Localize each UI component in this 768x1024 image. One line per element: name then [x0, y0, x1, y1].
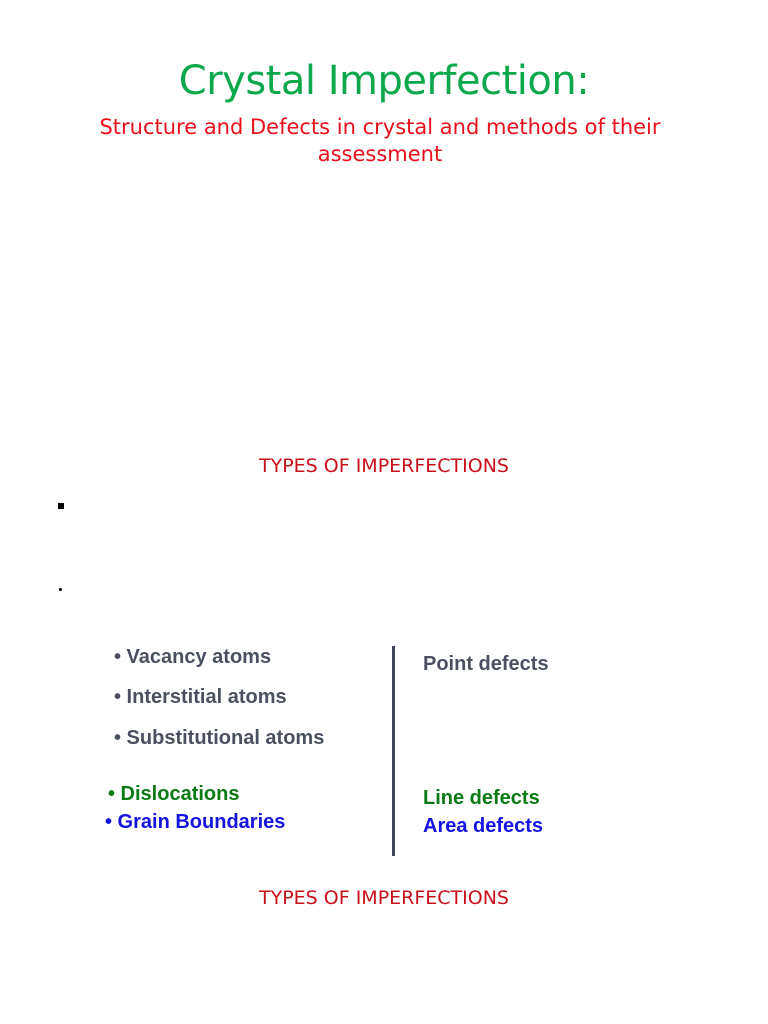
divider-line: [392, 646, 395, 856]
list-item-vacancy: • Vacancy atoms: [114, 646, 272, 668]
page-subtitle: Structure and Defects in crystal and methods of their assessment: [99, 115, 661, 166]
page-title: Crystal Imperfection:: [178, 58, 590, 104]
square-bullet-icon: [58, 503, 64, 509]
dot-bullet-icon: [59, 588, 62, 591]
label-point-defects: Point defects: [423, 653, 549, 675]
label-line-defects: Line defects: [423, 787, 540, 809]
list-item-grain-boundaries: • Grain Boundaries: [105, 811, 286, 833]
section-heading-types-repeat: TYPES OF IMPERFECTIONS: [259, 887, 509, 909]
list-item-interstitial: • Interstitial atoms: [114, 686, 287, 708]
section-heading-types: TYPES OF IMPERFECTIONS: [259, 455, 509, 477]
list-item-dislocations: • Dislocations: [108, 783, 240, 805]
label-area-defects: Area defects: [423, 815, 544, 837]
list-item-substitutional: • Substitutional atoms: [114, 727, 325, 749]
